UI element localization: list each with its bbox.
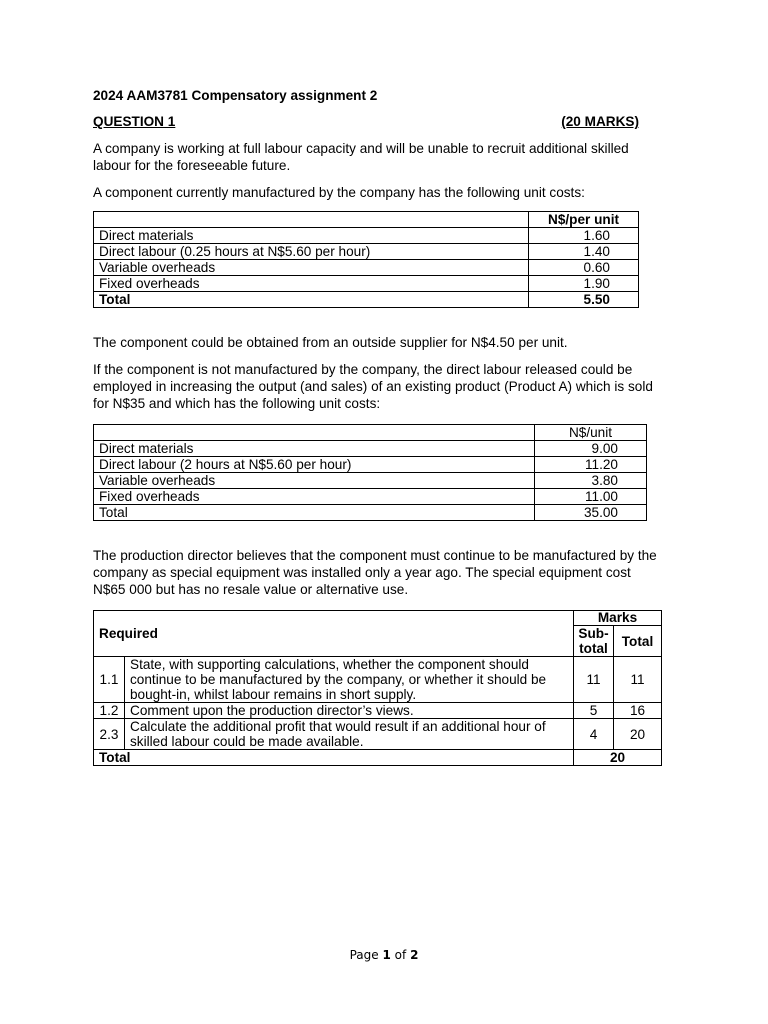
table-row bbox=[94, 425, 647, 441]
grand-total-label: Total bbox=[94, 750, 574, 766]
product-a-cost-table bbox=[93, 424, 647, 521]
table-row bbox=[94, 441, 647, 457]
table-row bbox=[94, 244, 639, 260]
cost-label: Fixed overheads bbox=[94, 489, 535, 505]
column-header: N$/unit bbox=[535, 425, 647, 441]
cost-label: Direct labour (2 hours at N$5.60 per hour) bbox=[94, 457, 535, 473]
table-row bbox=[94, 505, 647, 521]
cost-label: Variable overheads bbox=[94, 473, 535, 489]
cost-value: 9.00 bbox=[535, 441, 647, 457]
footer-of: of bbox=[394, 948, 407, 962]
item-total: 11 bbox=[614, 657, 662, 703]
table-row bbox=[94, 657, 662, 703]
total-header: Total bbox=[614, 626, 662, 657]
question-label: QUESTION 1 bbox=[93, 114, 176, 129]
cost-label: Variable overheads bbox=[94, 260, 529, 276]
item-text: Comment upon the production director’s views. bbox=[125, 703, 574, 719]
table-row bbox=[94, 750, 662, 766]
table-row bbox=[94, 228, 639, 244]
cost-value: 1.90 bbox=[529, 276, 639, 292]
footer-page-prefix: Page bbox=[349, 948, 379, 962]
cost-label: Direct materials bbox=[94, 228, 529, 244]
item-number: 1.1 bbox=[94, 657, 125, 703]
table-row bbox=[94, 276, 639, 292]
document-page bbox=[93, 88, 663, 766]
cost-value: 0.60 bbox=[529, 260, 639, 276]
cost-value: 3.80 bbox=[535, 473, 647, 489]
paragraph-4: If the component is not manufactured by the company, the direct labour released could be employed in increasing the output (and sales) of an existing product (Product A) which is sold for N$35 and which has the following unit costs: bbox=[93, 362, 653, 411]
cost-value: 1.60 bbox=[529, 228, 639, 244]
paragraph-5: The production director believes that the component must continue to be manufactured by the company as special equipment was installed only a year ago. The special equipment cost N$65 000 but has no resale value or alternative use. bbox=[93, 548, 657, 597]
cost-label: Direct labour (0.25 hours at N$5.60 per hour) bbox=[94, 244, 529, 260]
question-heading bbox=[93, 114, 639, 130]
item-subtotal: 5 bbox=[574, 703, 614, 719]
table-row bbox=[94, 260, 639, 276]
document-title: 2024 AAM3781 Compensatory assignment 2 bbox=[93, 88, 378, 103]
table-row bbox=[94, 473, 647, 489]
table-row bbox=[94, 292, 639, 308]
cost-value: 11.00 bbox=[535, 489, 647, 505]
item-subtotal: 4 bbox=[574, 719, 614, 750]
total-label: Total bbox=[94, 292, 529, 308]
marks-header: Marks bbox=[574, 611, 662, 626]
item-number: 2.3 bbox=[94, 719, 125, 750]
total-label: Total bbox=[94, 505, 535, 521]
question-marks: (20 MARKS) bbox=[561, 114, 639, 129]
paragraph-2: A component currently manufactured by the company has the following unit costs: bbox=[93, 185, 585, 200]
grand-total-value: 20 bbox=[574, 750, 662, 766]
total-value: 35.00 bbox=[535, 505, 647, 521]
cost-label: Fixed overheads bbox=[94, 276, 529, 292]
table-row bbox=[94, 457, 647, 473]
page-footer bbox=[0, 948, 768, 962]
required-marks-table bbox=[93, 610, 662, 766]
cost-label: Direct materials bbox=[94, 441, 535, 457]
item-total: 20 bbox=[614, 719, 662, 750]
table-row bbox=[94, 489, 647, 505]
required-header: Required bbox=[94, 611, 574, 657]
component-cost-table bbox=[93, 211, 639, 308]
subtotal-header: Sub-total bbox=[574, 626, 614, 657]
item-text: Calculate the additional profit that would result if an additional hour of skilled labour could be made available. bbox=[125, 719, 574, 750]
item-total: 16 bbox=[614, 703, 662, 719]
footer-page-number: 1 bbox=[382, 948, 391, 962]
paragraph-1: A company is working at full labour capacity and will be unable to recruit additional skilled labour for the foreseeable future. bbox=[93, 141, 629, 173]
cost-value: 1.40 bbox=[529, 244, 639, 260]
table-row bbox=[94, 719, 662, 750]
footer-page-count: 2 bbox=[410, 948, 419, 962]
table-row bbox=[94, 611, 662, 626]
total-value: 5.50 bbox=[529, 292, 639, 308]
item-number: 1.2 bbox=[94, 703, 125, 719]
column-header: N$/per unit bbox=[529, 212, 639, 228]
item-text: State, with supporting calculations, whether the component should continue to be manufactured by the company, or whether it should be bought-in, whilst labour remains in short supply. bbox=[125, 657, 574, 703]
table-row bbox=[94, 212, 639, 228]
paragraph-3: The component could be obtained from an outside supplier for N$4.50 per unit. bbox=[93, 335, 568, 350]
table-row bbox=[94, 703, 662, 719]
item-subtotal: 11 bbox=[574, 657, 614, 703]
cost-value: 11.20 bbox=[535, 457, 647, 473]
